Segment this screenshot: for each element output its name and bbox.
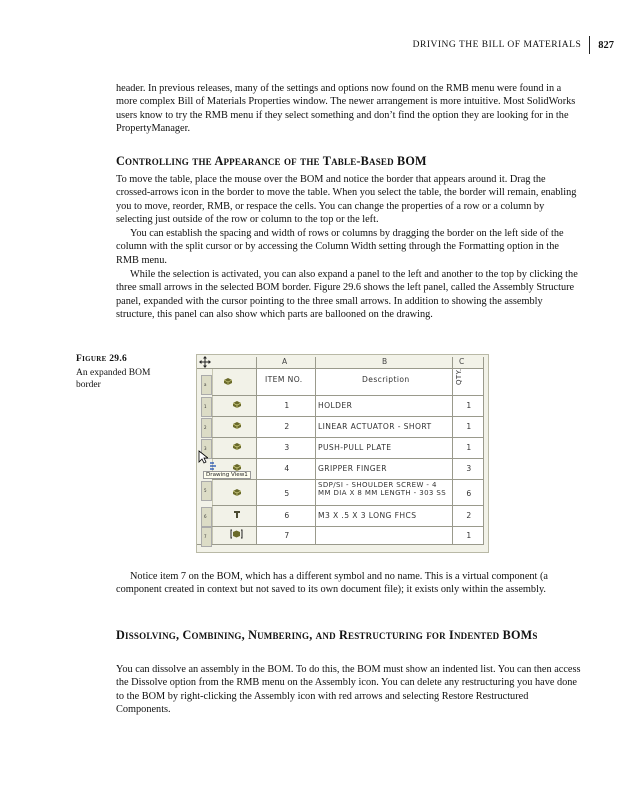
part-icon[interactable]: [233, 443, 241, 450]
row-marker[interactable]: 3: [201, 439, 212, 459]
screw-icon[interactable]: [233, 511, 241, 518]
grid-line: [315, 357, 316, 545]
row-4-description[interactable]: GRIPPER FINGER: [318, 464, 387, 473]
running-header: [413, 36, 614, 54]
expand-arrows-icon[interactable]: [209, 462, 219, 470]
row-3-description[interactable]: PUSH-PULL PLATE: [318, 443, 392, 452]
part-icon[interactable]: [233, 489, 241, 496]
grid-line: [452, 357, 453, 545]
paragraph-dissolve: You can dissolve an assembly in the BOM. To do this, the BOM must show an indented list. You can then access the Dissolve option from the RMB menu on the Assembly icon. You can delete any restructuring you have done to the BOM by right-clicking the Assembly icon with red arrows and selecting Restore Restructured Components.: [116, 664, 581, 716]
grid-line: [212, 505, 484, 506]
grid-line: [212, 526, 484, 527]
section-heading-appearance: Controlling the Appearance of the Table-Based BOM: [116, 154, 427, 168]
section-heading-dissolving: Dissolving, Combining, Numbering, and Restructuring for Indented BOMs: [116, 628, 538, 642]
figure-label: Figure 29.6: [76, 354, 128, 364]
part-icon[interactable]: [233, 401, 241, 408]
paragraph-move-table: To move the table, place the mouse over the BOM and notice the border that appears around it. Drag the crossed-arrows icon in the border to move the table. When you select the table, the border will remain, enabling you to move, reorder, RMB, or respace the cells. You can change the properties of a row or a column by selecting just outside of the row or column to the top or the left.: [116, 174, 577, 226]
column-letter-c: C: [459, 357, 465, 366]
split-cursor-icon: [198, 450, 208, 464]
row-6-item[interactable]: 6: [284, 511, 290, 520]
column-letter-a: A: [282, 357, 288, 366]
row-7-item[interactable]: 7: [284, 531, 290, 540]
row-marker[interactable]: 5: [201, 481, 212, 501]
row-1-qty[interactable]: 1: [466, 401, 472, 410]
header-divider: [589, 36, 590, 54]
grid-line: [212, 416, 484, 417]
assembly-icon[interactable]: [224, 378, 232, 385]
row-6-description[interactable]: M3 X .5 X 3 LONG FHCS: [318, 511, 417, 520]
grid-line: [212, 437, 484, 438]
grid-line: [197, 368, 484, 369]
paragraph-spacing: You can establish the spacing and width of rows or columns by dragging the border on the left side of the column with the split cursor or by accessing the Column Width setting through the Formatting option in the RMB menu.: [116, 228, 564, 266]
row-5-item[interactable]: 5: [284, 489, 290, 498]
row-1-description[interactable]: HOLDER: [318, 401, 353, 410]
row-marker[interactable]: 7: [201, 527, 212, 547]
grid-line: [483, 357, 484, 545]
header-qty[interactable]: QTY.: [455, 368, 463, 385]
row-marker[interactable]: 2: [201, 418, 212, 438]
paragraph-virtual-component: Notice item 7 on the BOM, which has a different symbol and no name. This is a virtual component (a component created in context but not saved to its own document file); it exists only within the assembly.: [116, 571, 548, 596]
bom-figure: [196, 354, 489, 553]
drawing-view-tooltip: Drawing View1: [203, 471, 251, 479]
grid-line: [256, 357, 257, 545]
row-3-qty[interactable]: 1: [466, 443, 472, 452]
virtual-component-icon[interactable]: [230, 529, 243, 539]
row-5-qty[interactable]: 6: [466, 489, 472, 498]
row-6-qty[interactable]: 2: [466, 511, 472, 520]
row-marker[interactable]: a: [201, 375, 212, 395]
row-marker[interactable]: 6: [201, 507, 212, 527]
row-1-item[interactable]: 1: [284, 401, 290, 410]
row-3-item[interactable]: 3: [284, 443, 290, 452]
row-2-description[interactable]: LINEAR ACTUATOR - SHORT: [318, 422, 432, 431]
part-icon[interactable]: [233, 422, 241, 429]
header-description[interactable]: Description: [362, 375, 410, 384]
row-4-item[interactable]: 4: [284, 464, 290, 473]
part-icon[interactable]: [233, 464, 241, 471]
row-marker[interactable]: 1: [201, 397, 212, 417]
header-item-no[interactable]: ITEM NO.: [265, 375, 303, 384]
paragraph-panels: While the selection is activated, you can also expand a panel to the left and another to the top by clicking the three small arrows in the selected BOM border. Figure 29.6 shows the left panel, called the Assembly Structure panel, expanded with the cursor pointing to the three small arrows. In addition to showing the assembly structure, this panel can also show which parts are ballooned on the drawing.: [116, 269, 578, 321]
crossed-arrows-icon: [199, 356, 211, 368]
row-4-qty[interactable]: 3: [466, 464, 472, 473]
page-number: 827: [598, 39, 614, 51]
grid-line: [212, 395, 484, 396]
grid-line: [197, 544, 484, 545]
grid-line: [212, 458, 484, 459]
row-2-item[interactable]: 2: [284, 422, 290, 431]
running-header-title: DRIVING THE BILL OF MATERIALS: [412, 40, 582, 50]
intro-paragraph: header. In previous releases, many of the settings and options now found on the RMB menu were found in a more complex Bill of Materials Properties window. The newer arrangement is more intuitive. Most SolidWorks users know to try the RMB menu if they select something and don’t find the option they are looking for in the PropertyManager.: [116, 83, 576, 135]
column-letter-b: B: [382, 357, 388, 366]
row-7-qty[interactable]: 1: [466, 531, 472, 540]
figure-caption: An expanded BOM border: [76, 368, 151, 390]
row-5-description[interactable]: SDP/SI - SHOULDER SCREW - 4 MM DIA X 8 MM LENGTH - 303 SS: [318, 481, 447, 498]
row-2-qty[interactable]: 1: [466, 422, 472, 431]
grid-line: [212, 479, 484, 480]
